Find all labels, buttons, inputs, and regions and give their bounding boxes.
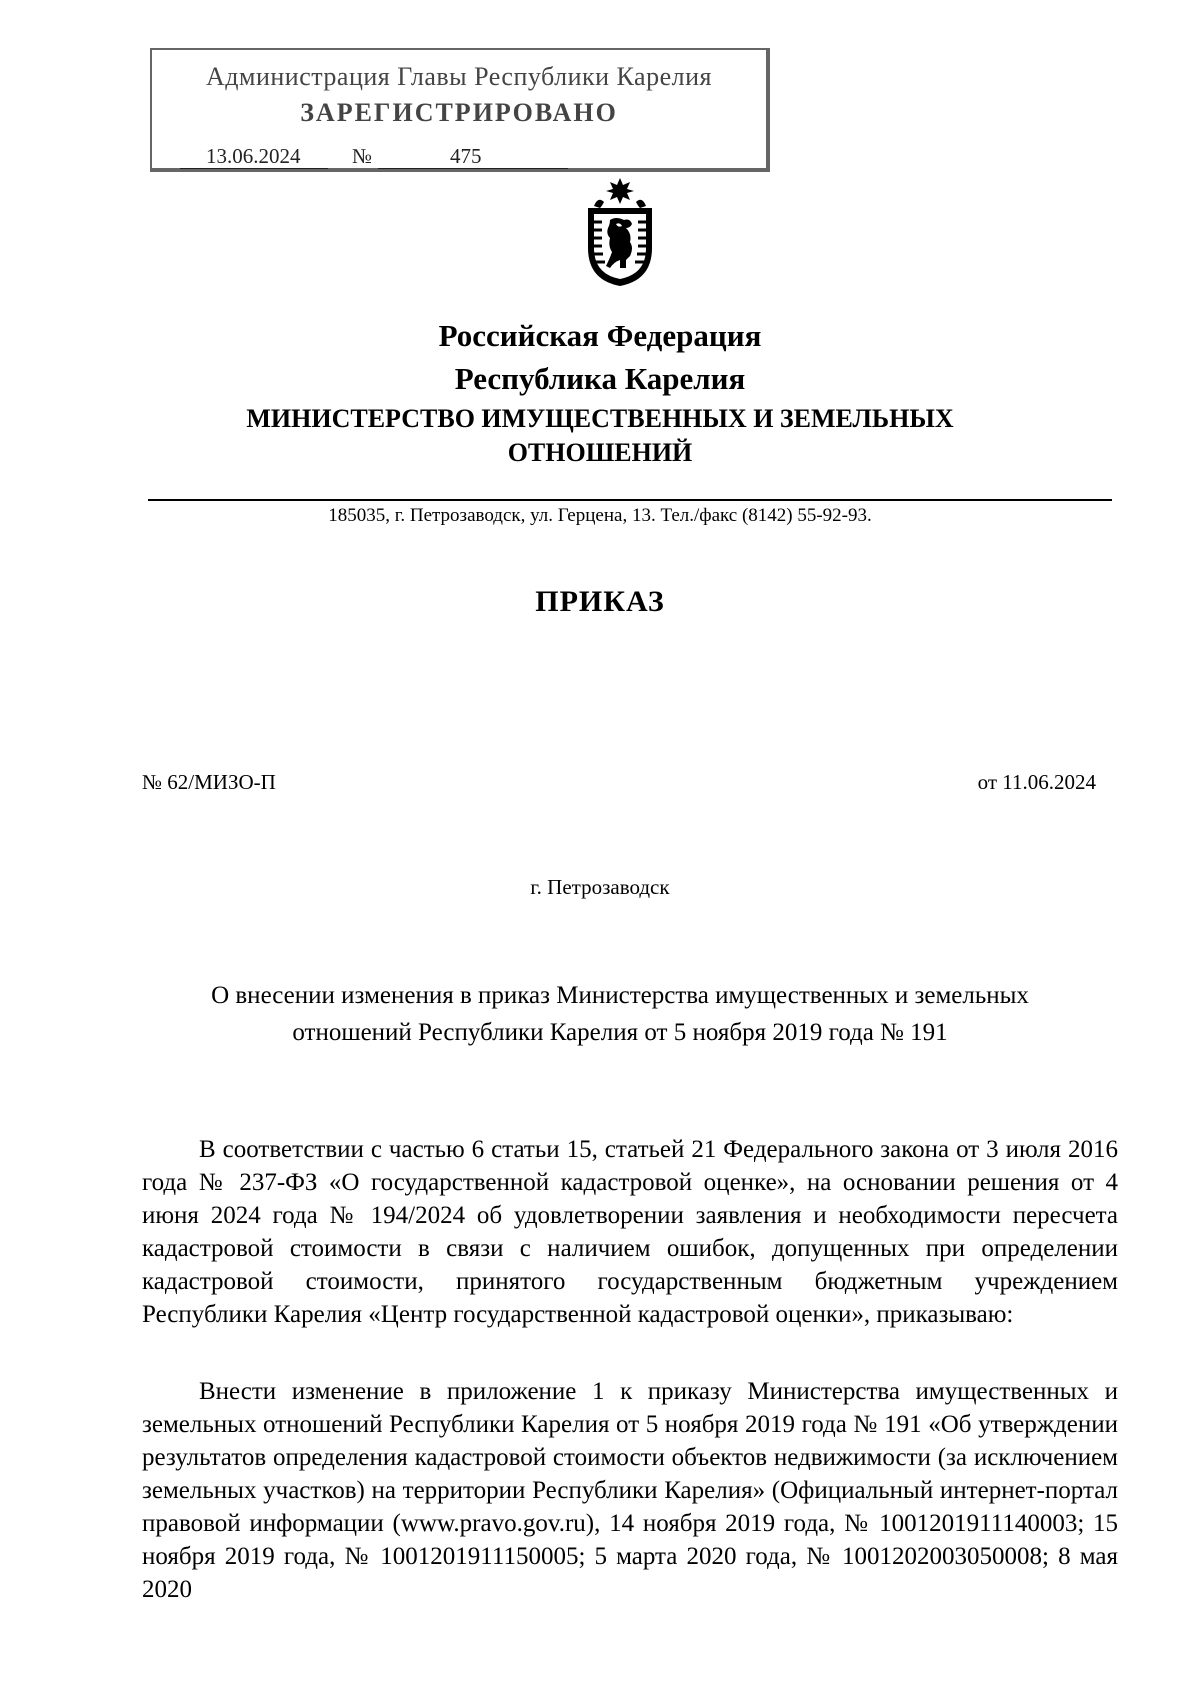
document-title (142, 977, 1098, 1051)
registration-stamp (150, 48, 770, 172)
header-region: Республика Карелия (454, 361, 746, 396)
header-ministry-line2: ОТНОШЕНИЙ (507, 438, 693, 467)
header-address: 185035, г. Петрозаводск, ул. Герцена, 13. Тел./факс (8142) 55-92-93. (328, 505, 872, 526)
header-divider (148, 499, 1112, 501)
stamp-number: 475 (450, 144, 482, 168)
document-date: от 11.06.2024 (977, 770, 1096, 794)
paragraph-order: Внести изменение в приложение 1 к приказу Министерства имущественных и земельных отношений Республики Карелия от 5 ноября 2019 года № 191 «Об утверждении результатов определения кадастровой стоимости объектов недвижимости (за исключением земельных участков) на территории Республики Карелия» (Официальный интернет-портал правовой информации (www.pravo.gov.ru), 14 ноября 2019 года, № 1001201911140003; 15 ноября 2019 года, № 1001201911150005; 5 марта 2020 года, № 1001202003050008; 8 мая 2020 (142, 1378, 1118, 1603)
header-country: Российская Федерация (438, 318, 762, 353)
stamp-number-sign: № (352, 144, 373, 168)
coat-of-arms-icon (580, 176, 660, 288)
document-type: ПРИКАЗ (535, 585, 665, 618)
stamp-organization: Администрация Главы Республики Карелия (206, 62, 712, 91)
stamp-date: 13.06.2024 (206, 144, 301, 168)
document-number: № 62/МИЗО-П (142, 770, 276, 794)
document-city: г. Петрозаводск (530, 875, 670, 899)
paragraph-basis: В соответствии с частью 6 статьи 15, статьей 21 Федерального закона от 3 июля 2016 года № 237-ФЗ «О государственной кадастровой оценке», на основании решения от 4 июня 2024 года № 194/2024 об удовлетворении заявления и необходимости пересчета кадастровой стоимости в связи с наличием ошибок, допущенных при определении кадастровой стоимости, принятого государственным бюджетным учреждением Республики Карелия «Центр государственной кадастровой оценки», приказываю: (142, 1136, 1118, 1328)
document-title-line1: О внесении изменения в приказ Министерства имущественных и земельных (211, 982, 1029, 1009)
header-ministry-line1: МИНИСТЕРСТВО ИМУЩЕСТВЕННЫХ И ЗЕМЕЛЬНЫХ (246, 404, 954, 433)
document-title-line2: отношений Республики Карелия от 5 ноября 2019 года № 191 (292, 1019, 948, 1046)
stamp-status: ЗАРЕГИСТРИРОВАНО (300, 98, 618, 127)
